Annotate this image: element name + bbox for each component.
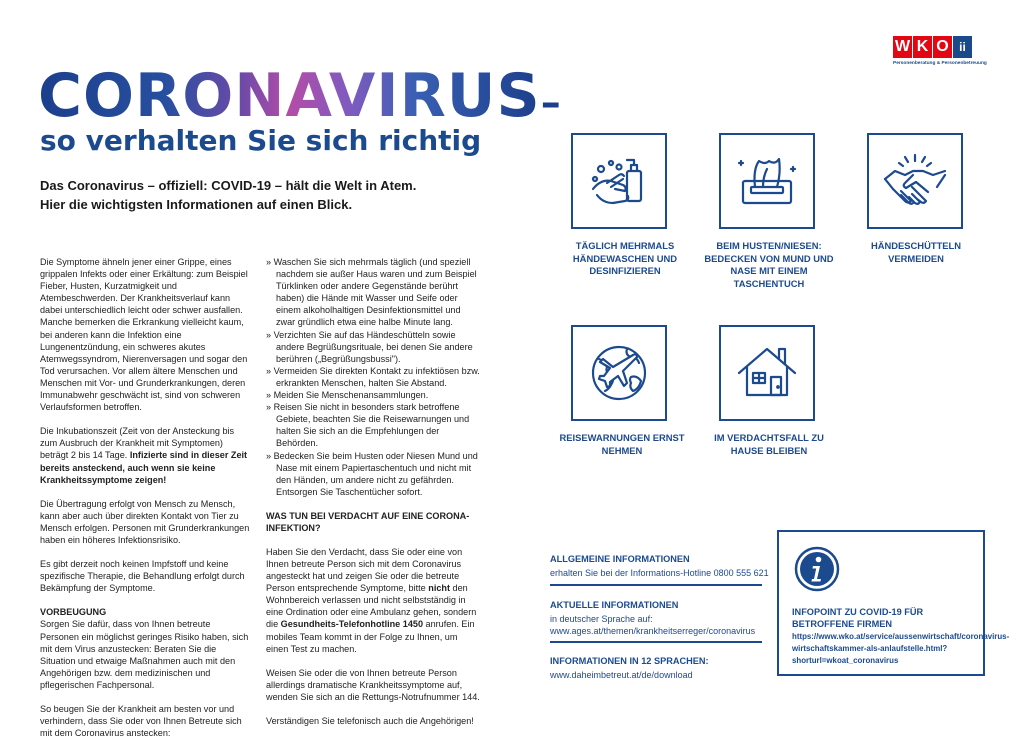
- current-info: [550, 599, 755, 637]
- emergency-paragraph: Weisen Sie oder die von Ihnen betreute Person allerdings dramatische Krankheitssymptome auf, wenden Sie sich an die Rettungs-Notrufnummer 144.: [266, 667, 480, 702]
- divider: [550, 641, 762, 643]
- relatives-paragraph: Verständigen Sie telefonisch auch die Angehörigen!: [266, 716, 474, 726]
- logo-letter-ii: ii: [953, 36, 972, 58]
- page-subtitle: so verhalten Sie sich richtig: [40, 124, 482, 157]
- lead-text: [40, 176, 416, 214]
- incubation-paragraph: [40, 425, 250, 485]
- general-info-heading: ALLGEMEINE INFORMATIONEN: [550, 554, 690, 564]
- tile-handshake: [867, 133, 963, 229]
- tile-caption-stay-home: IM VERDACHTSFALL ZU HAUSE BLEIBEN: [714, 432, 824, 456]
- divider: [550, 584, 762, 586]
- wko-logo: [893, 36, 993, 70]
- hotline-1450: Gesundheits-Telefonhotline 1450: [280, 619, 423, 630]
- ages-link[interactable]: www.ages.at/themen/krankheitserreger/coronavirus: [550, 626, 756, 636]
- suspicion-text-1: Haben Sie den Verdacht, dass Sie oder eine von Ihnen betreute Person sich mit dem Coronavirus angesteckt hat und zeigen Sie oder die betreute Person entsprechende Symptome, bitte: [266, 546, 463, 594]
- house-icon: [731, 337, 803, 409]
- tile-travel: [571, 325, 667, 421]
- logo-letter-k: K: [913, 36, 932, 58]
- incubation-warning: Infizierte sind in dieser Zeit bereits ansteckend, auch wenn sie keine Krankheitssymptome zeigen!: [40, 450, 248, 485]
- transmission-paragraph: Die Übertragung erfolgt von Mensch zu Mensch, kann aber auch über direkten Kontakt von Tier zu Mensch erfolgen. Personen mit Grunderkrankungen haben ein höheres Infektionsrisiko.: [40, 498, 250, 545]
- globe-plane-icon: [583, 337, 655, 409]
- suspicion-text-2: den Wohnbereich verlassen und nicht selbstständig in eine Ordination oder eine Ambulanz gehen, sondern die: [266, 583, 477, 630]
- logo-letter-o: O: [933, 36, 952, 58]
- prevention-paragraph: [40, 606, 250, 691]
- prevention-intro-paragraph: So beugen Sie der Krankheit am besten vor und verhindern, dass Sie oder von Ihnen Betreute sich mit dem Coronavirus anstecken:: [40, 704, 242, 739]
- suspicion-paragraph: [266, 546, 480, 655]
- prevention-heading: VORBEUGUNG: [40, 607, 107, 618]
- tile-caption-travel: REISEWARNUNGEN ERNST NEHMEN: [559, 432, 685, 456]
- lead-line-1: Das Coronavirus – offiziell: COVID-19 – hält die Welt in Atem.: [40, 178, 417, 193]
- tissue-box-icon: [731, 145, 803, 217]
- therapy-paragraph: Es gibt derzeit noch keinen Impfstoff und keine spezifische Therapie, die Behandlung erfolgt durch Bekämpfung der Symptome.: [40, 559, 245, 594]
- prevention-text: Sorgen Sie dafür, dass von Ihnen betreute Personen ein möglichst geringes Risiko haben, sich mit dem Virus anzustecken: Beraten Sie die Situation und etwaige Maßnahmen auch mit den Angehörigen bzw. dem medizinischen und pflegerischen Fachpersonal.: [40, 619, 249, 690]
- title-main: CORONAVIRUS: [38, 61, 541, 131]
- tile-caption-handshake: HÄNDESCHÜTTELN VERMEIDEN: [870, 240, 962, 264]
- infopoint-link[interactable]: https://www.wko.at/service/aussenwirtschaft/coronavirus-wirtschaftskammer-als-anlaufstelle.html?shorturl=wkoat_coronavirus: [792, 632, 1010, 665]
- infopoint-box: [777, 530, 1010, 676]
- languages-info-heading: INFORMATIONEN IN 12 SPRACHEN:: [550, 656, 709, 666]
- tile-handwash: [571, 133, 667, 229]
- tile-stay-home: [719, 325, 815, 421]
- current-info-heading: AKTUELLE INFORMATIONEN: [550, 600, 679, 610]
- list-item: » Reisen Sie nicht in besonders stark betroffene Gebiete, beachten Sie die Reisewarnungen und halten Sie sich an die Empfehlungen der Behörden.: [266, 402, 470, 449]
- page-title: [38, 61, 562, 133]
- list-item: » Meiden Sie Menschenansammlungen.: [266, 390, 429, 401]
- incubation-text: Die Inkubationszeit (Zeit von der Ansteckung bis zum Ausbruch der Krankheit mit Symptomen) beträgt 2 bis 14 Tage.: [40, 426, 235, 461]
- logo-letter-w: W: [893, 36, 912, 58]
- infopoint-heading: INFOPOINT ZU COVID-19 FÜR BETROFFENE FIRMEN: [792, 607, 924, 629]
- daheimbetreut-link[interactable]: www.daheimbetreut.at/de/download: [550, 670, 693, 680]
- title-dash: –: [540, 80, 562, 126]
- list-item: » Verzichten Sie auf das Händeschütteln sowie andere Begrüßungsrituale, bei denen Sie andere berühren („Begrüßungsbussi").: [266, 329, 473, 364]
- symptoms-paragraph: Die Symptome ähneln jener einer Grippe, eines grippalen Infekts oder einer Erkältung: zum Beispiel Fieber, Husten, Kurzatmigkeit und Atembeschwerden. Der Krankheitsverlauf kann dabei unterschiedlich leicht oder schwer ausfallen. Manche bemerken die Erkrankung vielleicht kaum, bei anderen kann die Infektion eine Lungenentzündung, ein schweres akutes Atemwegssyndrom, Nierenversagen und sogar den Tod verursachen. Vor allem ältere Menschen und Menschen mit Vor- und Grunderkrankungen, deren Immunabwehr geschwächt ist, sind von schweren Verlaufsformen betroffen.: [40, 257, 248, 413]
- text-column-1: [40, 256, 250, 751]
- list-item: » Waschen Sie sich mehrmals täglich (und speziell nachdem sie außer Haus waren und zum Beispiel Türklinken oder andere Gegenstände berührt haben) die Hände mit Wasser und Seife oder einem alkoholhaltigen Desinfektionsmittel und zwar gründlich etwa eine halbe Minute lang.: [266, 257, 477, 328]
- languages-info: [550, 655, 709, 681]
- suspicion-text-3: anrufen. Ein mobiles Team kommt in der Folge zu Ihnen, um einen Test zu machen.: [266, 619, 475, 654]
- list-item: » Vermeiden Sie direkten Kontakt zu infektiösen bzw. erkrankten Menschen, halten Sie Abstand.: [266, 365, 480, 388]
- suspicion-heading: WAS TUN BEI VERDACHT AUF EINE CORONA-INFEKTION?: [266, 510, 470, 533]
- suspicion-not: nicht: [428, 583, 450, 594]
- text-column-2: [266, 256, 480, 739]
- handshake-icon: [879, 145, 951, 217]
- general-info: [550, 553, 769, 579]
- tile-caption-tissue: BEIM HUSTEN/NIESEN: BEDECKEN VON MUND UND NASE MIT EINEM TASCHENTUCH: [704, 240, 834, 289]
- logo-tagline: Personenberatung & Personenbetreuung: [893, 61, 987, 66]
- tile-tissue: [719, 133, 815, 229]
- lead-line-2: Hier die wichtigsten Informationen auf einen Blick.: [40, 197, 353, 212]
- current-info-text: in deutscher Sprache auf:: [550, 614, 653, 624]
- general-info-text: erhalten Sie bei der Informations-Hotline 0800 555 621: [550, 568, 769, 578]
- tile-caption-handwash: TÄGLICH MEHRMALS HÄNDEWASCHEN UND DESINFIZIEREN: [572, 240, 678, 276]
- list-item: » Bedecken Sie beim Husten oder Niesen Mund und Nase mit einem Papiertaschentuch und nicht mit den Händen, um andere nicht zu gefährden. Entsorgen Sie Taschentücher sofort.: [266, 450, 478, 497]
- info-icon: [794, 546, 840, 592]
- hand-wash-icon: [583, 145, 655, 217]
